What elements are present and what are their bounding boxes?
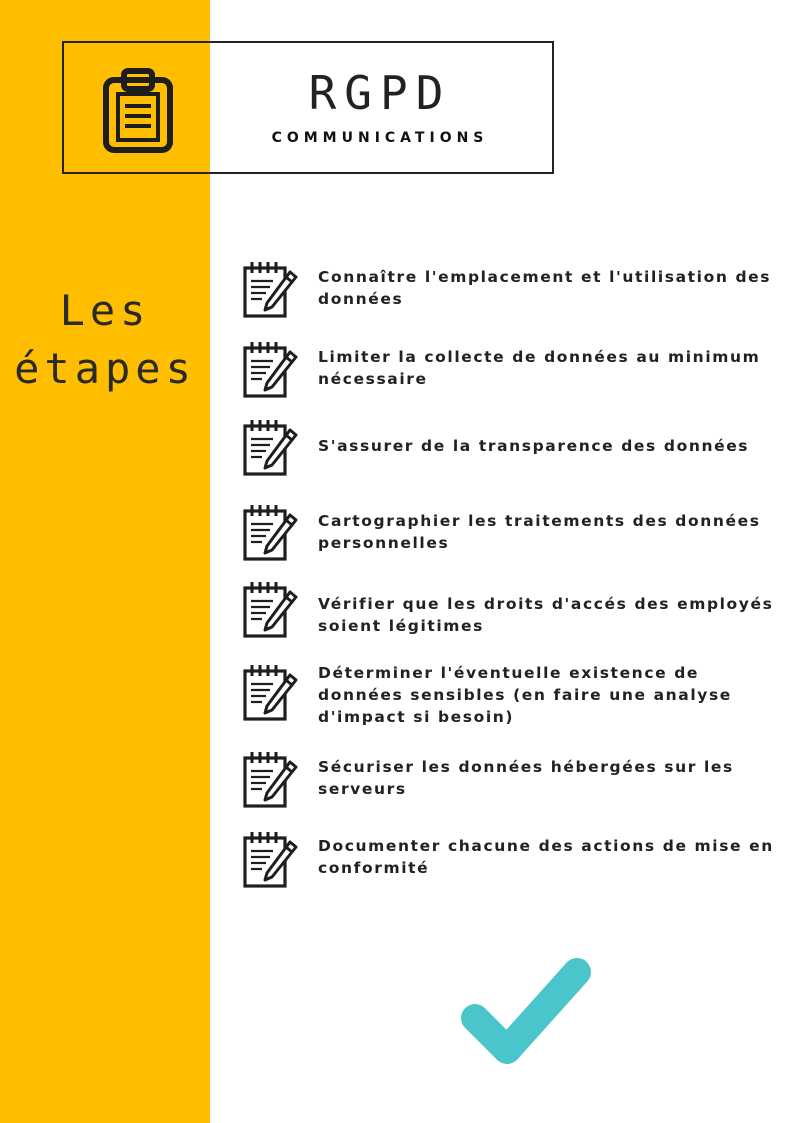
notepad-pencil-icon bbox=[240, 260, 300, 320]
step-7-line1: Sécuriser les données hébergées sur les bbox=[318, 758, 734, 776]
step-1 bbox=[318, 266, 778, 310]
step-3-line1: S'assurer de la transparence des données bbox=[318, 437, 750, 455]
step-6-line3: d'impact si besoin) bbox=[318, 708, 515, 726]
side-title bbox=[0, 282, 210, 398]
notepad-pencil-icon bbox=[240, 340, 300, 400]
clipboard-icon bbox=[100, 66, 176, 154]
step-7 bbox=[318, 756, 778, 800]
step-2 bbox=[318, 346, 778, 390]
step-4 bbox=[318, 510, 778, 554]
notepad-pencil-icon bbox=[240, 830, 300, 890]
side-title-line1: Les bbox=[59, 286, 151, 335]
step-6 bbox=[318, 662, 778, 728]
step-4-line1: Cartographier les traitements des données bbox=[318, 512, 761, 530]
notepad-pencil-icon bbox=[240, 750, 300, 810]
step-5 bbox=[318, 593, 778, 637]
step-5-line1: Vérifier que les droits d'accés des employés bbox=[318, 595, 774, 613]
step-6-line2: données sensibles (en faire une analyse bbox=[318, 686, 732, 704]
step-7-line2: serveurs bbox=[318, 780, 407, 798]
notepad-pencil-icon bbox=[240, 503, 300, 563]
step-8-line2: conformité bbox=[318, 859, 430, 877]
step-6-line1: Déterminer l'éventuelle existence de bbox=[318, 664, 700, 682]
step-3 bbox=[318, 435, 778, 457]
step-8-line1: Documenter chacune des actions de mise en bbox=[318, 837, 774, 855]
step-2-line1: Limiter la collecte de données au minimum bbox=[318, 348, 761, 366]
notepad-pencil-icon bbox=[240, 663, 300, 723]
step-8 bbox=[318, 835, 778, 879]
checkmark-icon bbox=[455, 950, 595, 1070]
header-title: RGPD bbox=[308, 66, 452, 120]
notepad-pencil-icon bbox=[240, 580, 300, 640]
side-title-line2: étapes bbox=[14, 344, 196, 393]
step-1-line2: données bbox=[318, 290, 404, 308]
step-4-line2: personnelles bbox=[318, 534, 450, 552]
step-1-line1: Connaître l'emplacement et l'utilisation des bbox=[318, 268, 772, 286]
step-2-line2: nécessaire bbox=[318, 370, 428, 388]
notepad-pencil-icon bbox=[240, 418, 300, 478]
header-subtitle: COMMUNICATIONS bbox=[271, 130, 489, 146]
step-5-line2: soient légitimes bbox=[318, 617, 484, 635]
